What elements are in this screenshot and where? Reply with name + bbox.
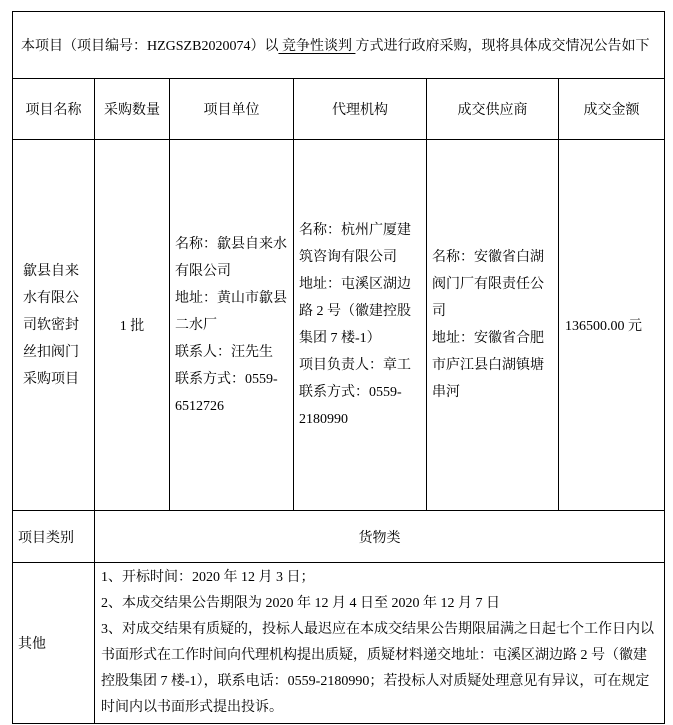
- project-name-text: 歙县自来水有限公司软密封丝扣阀门采购项目: [23, 263, 79, 387]
- col-header-project-name: 项目名称: [13, 79, 95, 140]
- other-item-bid-opening-time: 1、开标时间：2020 年 12 月 3 日；: [101, 570, 315, 585]
- col-header-project-unit: 项目单位: [170, 79, 294, 140]
- supplier-name: 名称：安徽省白湖阀门厂有限责任公司: [432, 250, 544, 319]
- table-data-row: [13, 140, 665, 511]
- col-header-quantity: 采购数量: [95, 79, 170, 140]
- supplier-cell: [427, 140, 559, 511]
- other-content-cell: [95, 563, 665, 724]
- agency-manager: 项目负责人：章工: [299, 358, 411, 373]
- agency-name: 名称：杭州广厦建筑咨询有限公司: [299, 223, 411, 265]
- other-item-announcement-period: 2、本成交结果公告期限为 2020 年 12 月 4 日至 2020 年 12 月 7 日: [101, 596, 500, 611]
- project-unit-phone: 联系方式：0559-6512726: [175, 371, 278, 414]
- category-label: 项目类别: [13, 511, 95, 563]
- agency-cell: [294, 140, 427, 511]
- agency-address: 地址：屯溪区湖边路 2 号（徽建控股集团 7 楼-1）: [299, 277, 411, 346]
- amount-text: 136500.00 元: [565, 319, 642, 334]
- project-unit-contact: 联系人：汪先生: [175, 344, 273, 360]
- project-unit-cell: [170, 140, 294, 511]
- amount-cell: [559, 140, 665, 511]
- other-item-dispute-procedure: 3、对成交结果有质疑的，投标人最迟应在本成交结果公告期限届满之日起七个工作日内以书面形式在工作时间向代理机构提出质疑，质疑材料递交地址：屯溪区湖边路 2 号（徽建控股集团 7 楼-1），联系电话：0559-2180990；若投标人对质疑处理意见有异议，可在规定时间内以书面形式提出投诉。: [101, 622, 654, 715]
- category-value: 货物类: [95, 511, 665, 563]
- col-header-agency: 代理机构: [294, 79, 427, 140]
- project-unit-address: 地址：黄山市歙县二水厂: [175, 290, 287, 333]
- col-header-supplier: 成交供应商: [427, 79, 559, 140]
- notice-procurement-method: 竞争性谈判: [278, 39, 356, 54]
- quantity-cell: [95, 140, 170, 511]
- col-header-amount: 成交金额: [559, 79, 665, 140]
- notice-row: [13, 12, 665, 79]
- table-header-row: [13, 79, 665, 140]
- agency-phone: 联系方式：0559-2180990: [299, 385, 402, 427]
- notice-prefix: 本项目（项目编号：HZGSZB2020074）以: [21, 39, 279, 54]
- project-unit-name: 名称：歙县自来水有限公司: [175, 236, 287, 279]
- notice-cell: [13, 12, 665, 79]
- quantity-text: 1 批: [119, 319, 145, 334]
- other-row: [13, 563, 665, 724]
- category-row: [13, 511, 665, 563]
- supplier-address: 地址：安徽省合肥市庐江县白湖镇塘串河: [432, 331, 544, 400]
- announcement-table: [12, 11, 665, 724]
- other-label: 其他: [13, 563, 95, 724]
- project-name-cell: [13, 140, 95, 511]
- notice-suffix: 方式进行政府采购，现将具体成交情况公告如下: [355, 39, 650, 54]
